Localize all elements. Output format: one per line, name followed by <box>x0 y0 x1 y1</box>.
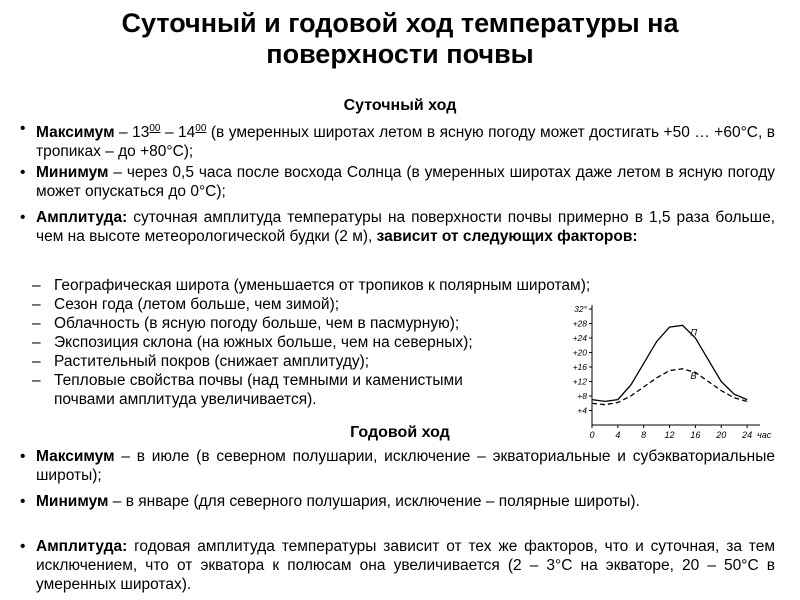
yearly-max-label: Максимум <box>36 448 115 465</box>
x-tick-label: 16 <box>690 430 701 440</box>
factor-item: – Облачность (в ясную погоду больше, чем в пасмурную); <box>32 315 460 332</box>
y-tick-label: +12 <box>572 376 587 387</box>
factor-item: – Экспозиция склона (на южных больше, чем на северных); <box>32 334 473 351</box>
yearly-amplitude: • Амплитуда: годовая амплитуда температуры зависит от тех же факторов, что и суточная, за тем исключением, что от экватора к полюсам она увеличивается (2 – 3°С на экваторе, 20 – 50°С в умеренных широтах). <box>20 538 775 593</box>
x-tick-label: 12 <box>664 430 675 440</box>
series-line-0 <box>592 325 747 401</box>
daily-min-label: Минимум <box>36 164 109 181</box>
title-line-2: поверхности почвы <box>266 39 534 69</box>
bullet: • <box>20 120 26 137</box>
y-tick-label: +24 <box>572 333 587 343</box>
yearly-min: • Минимум – в январе (для северного полушария, исключение – полярные широты). <box>20 493 640 510</box>
y-tick-label: +8 <box>577 391 587 401</box>
daily-heading: Суточный ход <box>343 97 457 114</box>
daily-min: • Минимум – через 0,5 часа после восхода Солнца (в умеренных широтах даже летом в ясную погоду может опускаться до 0°С); <box>20 164 775 200</box>
yearly-amp-label: Амплитуда: <box>36 538 128 555</box>
factor-item: – Географическая широта (уменьшается от тропиков к полярным широтам); <box>32 277 591 294</box>
y-tick-label: +20 <box>572 347 587 358</box>
yearly-heading: Годовой ход <box>350 424 450 441</box>
title-line-1: Суточный и годовой ход температуры на <box>121 8 679 38</box>
x-tick-label: 20 <box>716 430 727 440</box>
y-tick-label: +4 <box>577 405 587 416</box>
y-tick-label: 32° <box>574 304 587 314</box>
x-tick-label: 0 <box>589 430 595 440</box>
yearly-min-label: Минимум <box>36 493 109 510</box>
daily-max-label: Максимум <box>36 124 115 142</box>
daily-max: • Максимум – $13^{00} - 14^{00}$ (в умеренных широтах летом в ясную погоду может достигать +50 … +60°С, в тропиках – до +80°С); <box>20 120 775 161</box>
series-label-1: В <box>690 370 697 381</box>
factor-continuation: почвами амплитуда увеличивается). <box>54 391 317 408</box>
y-tick-label: +28 <box>572 318 587 329</box>
series-label-0: П <box>690 327 697 338</box>
yearly-max: • Максимум – в июле (в северном полушарии, исключение – экваториальные и субэкваториальные широты); <box>20 448 775 484</box>
page-title <box>0 8 800 70</box>
daily-amp-label: Амплитуда: <box>36 209 128 226</box>
x-axis-label: час <box>757 430 772 440</box>
x-tick-label: 4 <box>615 430 621 440</box>
factor-item: – Растительный покров (снижает амплитуду); <box>32 353 370 370</box>
daily-amplitude: • Амплитуда: суточная амплитуда температуры на поверхности почвы примерно в 1,5 раза больше, чем на высоте метеорологической будки (2 м), зависит от следующих факторов: <box>20 209 775 245</box>
x-tick-label: 8 <box>641 430 647 440</box>
x-tick-label: 24 <box>742 430 753 440</box>
factor-item: – Сезон года (летом больше, чем зимой); <box>32 296 340 313</box>
factor-item: – Тепловые свойства почвы (над темными и каменистыми <box>32 372 463 389</box>
y-tick-label: +16 <box>572 362 587 372</box>
